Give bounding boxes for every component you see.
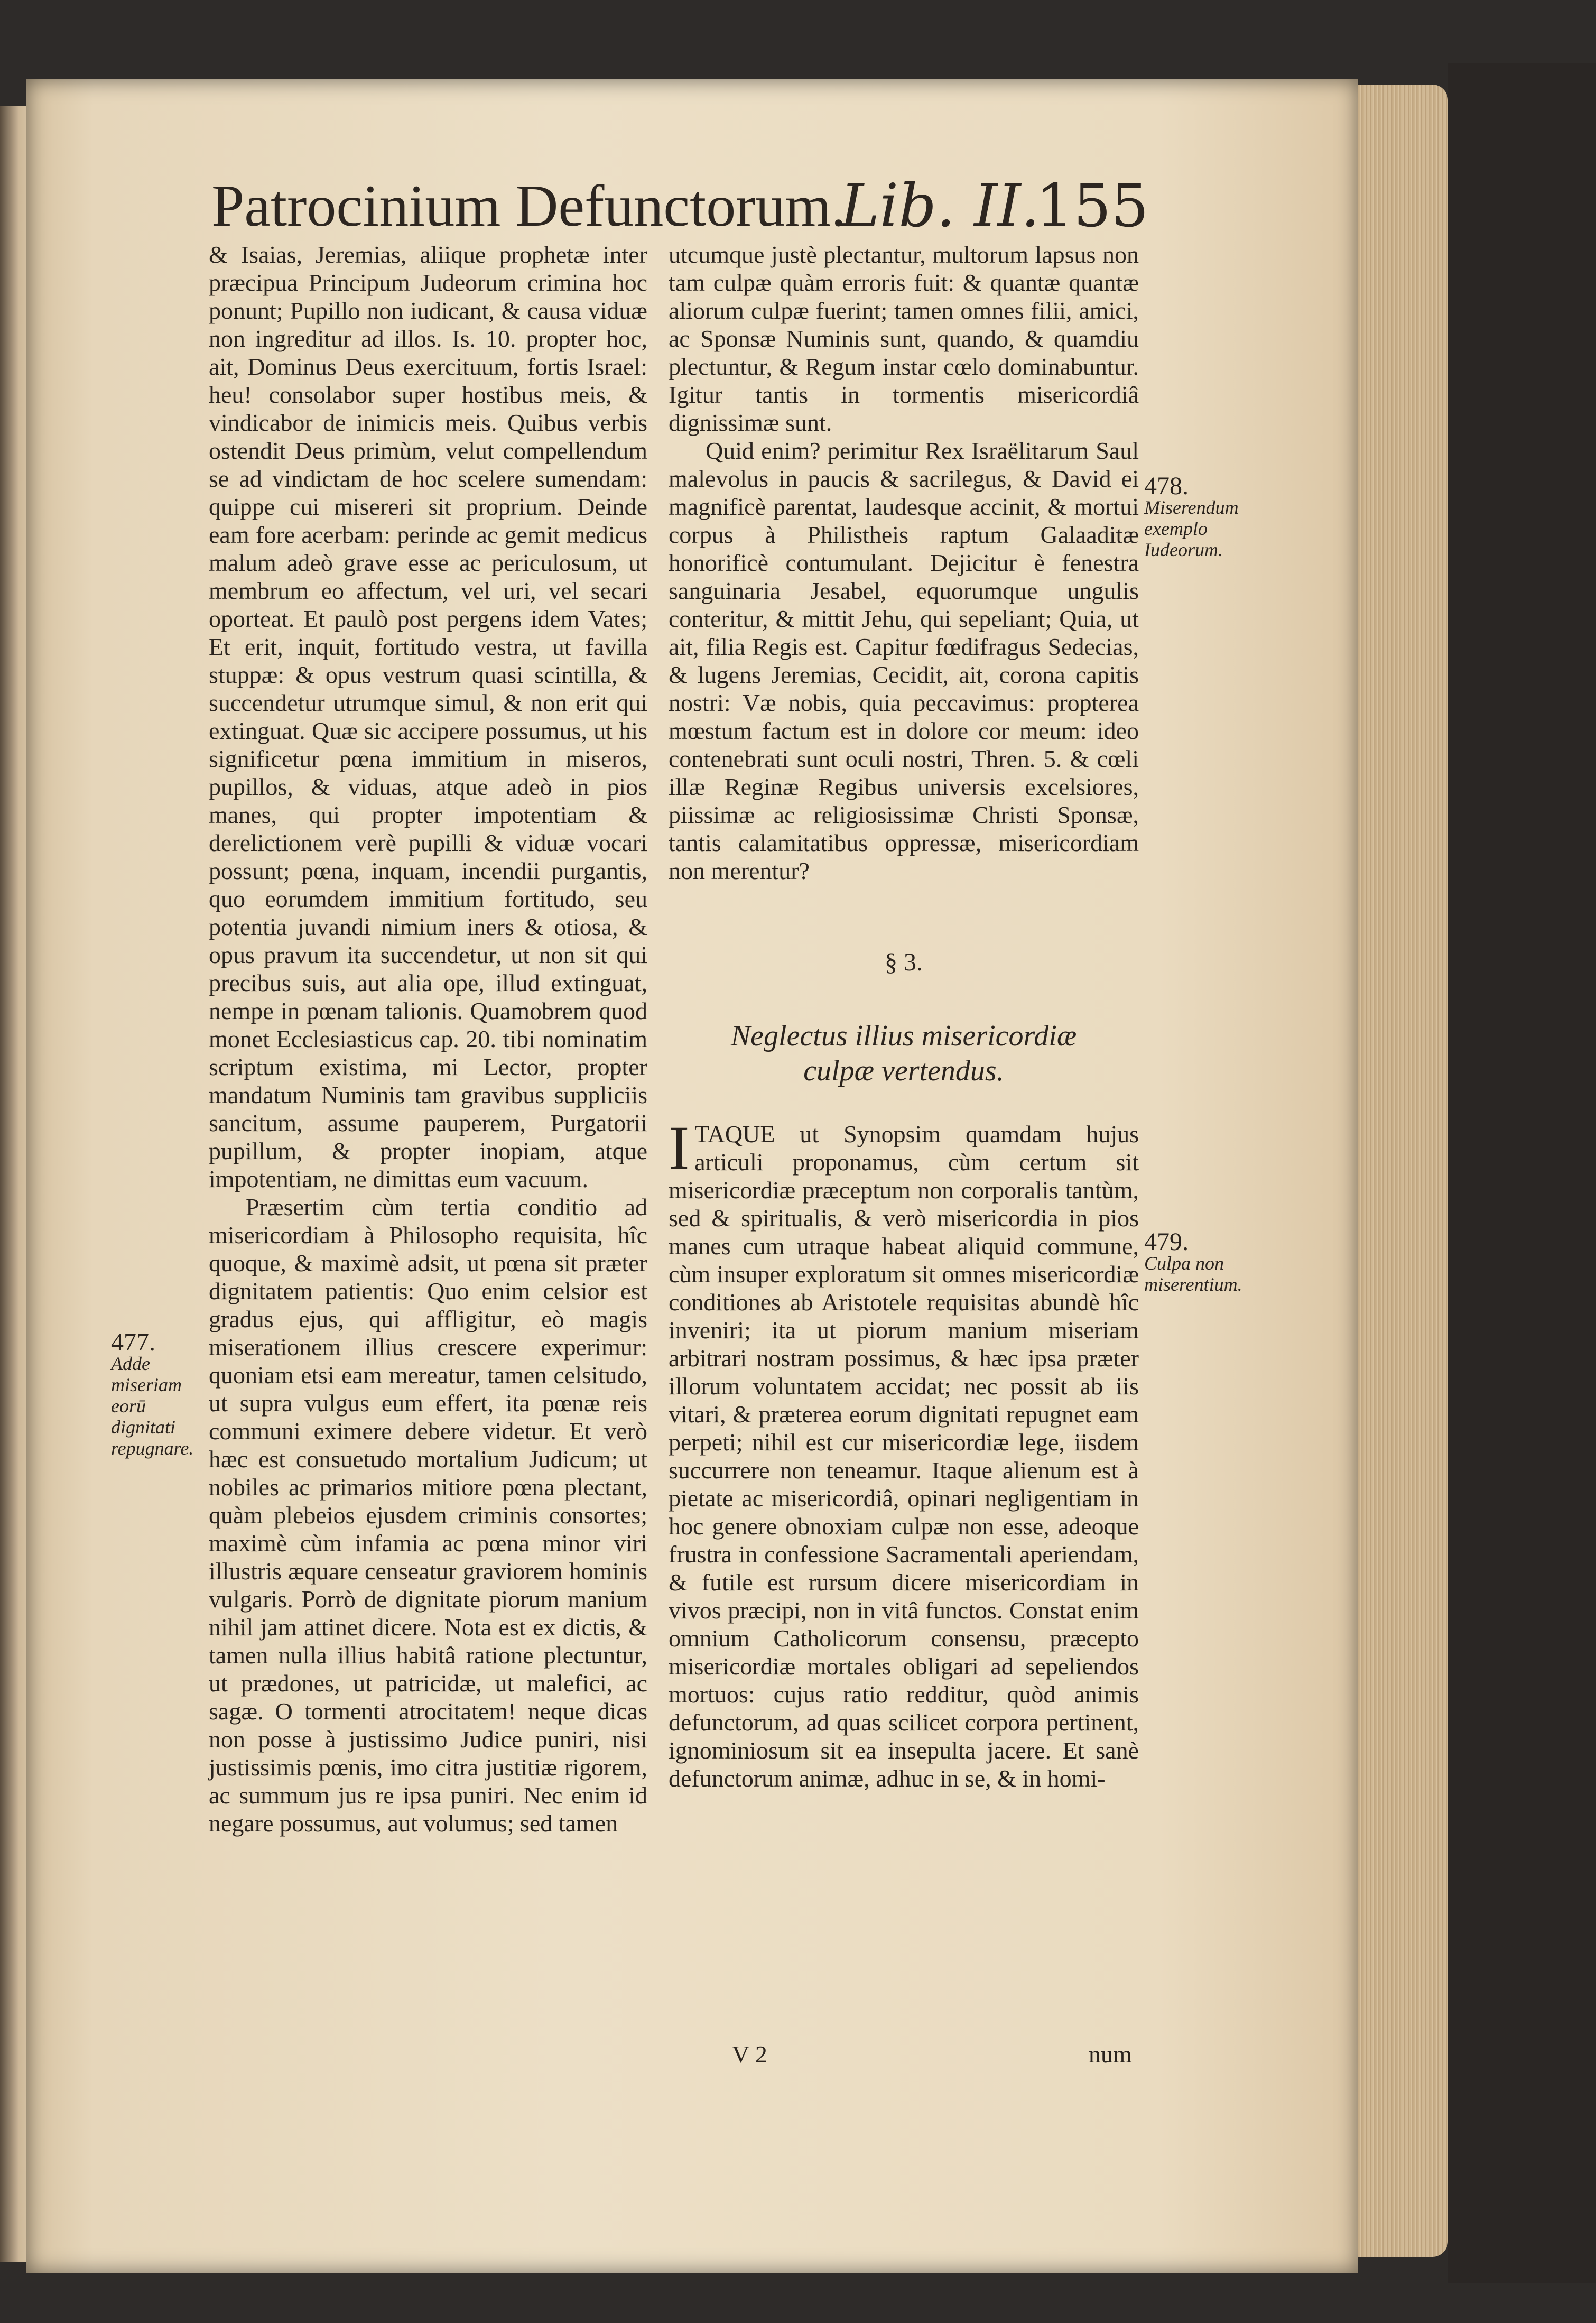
margin-note-478: [1144, 472, 1239, 560]
right-shadow: [1448, 63, 1596, 2283]
margin-note-479: [1144, 1228, 1242, 1295]
drop-capital: I: [669, 1113, 690, 1182]
margin-note-477: [111, 1328, 203, 1459]
section-mark: § 3.: [885, 948, 923, 976]
book-number: Lib. II.: [840, 172, 1040, 240]
margin-number-478: 478.: [1144, 472, 1189, 500]
right-paragraph-3: [669, 1113, 1139, 1792]
signature-mark: V 2: [732, 2041, 767, 2068]
right-paragraph-3-text: TAQUE ut Synopsim quamdam hujus articuli proponamus, cùm certum sit misericordiæ præceptum non corporalis tantùm, sed & spiritualis, & verò misericordia in pios manes cum utraque habeat aliquid commune, cùm insuper exploratum sit omnes misericordiæ conditiones ab Aristotele requisitas abundè hîc inveniri; ita ut piorum manium miseriam arbitrari nostram possimus, & hæc ipsa præter illorum voluntatem accidat; nec possit ab iis vitari, & præterea eorum dignitati repugnet eam perpeti; nihil est cur misericordiæ lege, iisdem succurrere non teneamur. Itaque alienum est à pietate ac misericordiâ, opinari negligentiam in hoc genere obnoxiam culpæ non esse, adeoque frustra in confessione Sacramentali aperiendam, & futile est rursum dicere misericordiam in vivos præcipi, non in vitâ functos. Constat enim omnium Catholicorum consensu, præcepto misericordiæ mortales obligari ad sepeliendos mortuos: cujus ratio redditur, quòd animis defunctorum, ad quas scilicet corpora pertinent, ignominiosum sit ea insepulta jacere. Et sanè defunctorum animæ, adhuc in se, & in homi-: [669, 1121, 1139, 1792]
right-paragraph-1: utcumque justè plectantur, multorum lapsus non tam culpæ quàm erroris fuit: & quantæ quantæ aliorum culpæ fuerint; tamen omnes filii, amici, ac Sponsæ Numinis sunt, quando, & quamdiu plectuntur, & Regum instar cœlo dominabuntur. Igitur tantis in tormentis misericordiâ dignissimæ sunt.: [669, 241, 1139, 436]
running-title: Patrocinium Defunctorum.: [211, 173, 846, 239]
page-edges: [1342, 85, 1448, 2257]
margin-text-477: Adde miseriam eorū dignitati repugnare.: [111, 1353, 194, 1459]
catchword: num: [1089, 2041, 1132, 2068]
section-title-line-2: culpæ vertendus.: [803, 1054, 1004, 1087]
section-title: [669, 1019, 1139, 1088]
left-paragraph-2: Præsertim cùm tertia conditio ad misericordiam à Philosopho requisita, hîc quoque, & maximè adsit, ut pœna sit præter dignitatem patientis: Quo enim celsior est gradus ejus, qui affligitur, eò magis miserationem illius crescere experimur: quoniam etsi eam mereatur, tamen celsitudo, ut supra vulgus eum effert, ita pœnæ reis communi eximere debere videtur. Et verò hæc est consuetudo mortalium Judicum; ut nobiles ac primarios mitiore pœna plectant, quàm plebeios ejusdem criminis consortes; maximè cùm infamia ac pœna minor viri illustris æquare censeatur graviorem hominis vulgaris. Porrò de dignitate piorum manium nihil jam attinet dicere. Nota est ex dictis, & tamen nulla illius habitâ ratione plectuntur, ut prædones, ut patricidæ, ut malefici, ac sagæ. O tormenti atrocitatem! neque dicas non posse à justissimo Judice puniri, nisi justissimis pœnis, imo citra justitiæ rigorem, ac summum jus re ipsa puniri. Nec enim id negare possumus, aut volumus; sed tamen: [209, 1193, 647, 1837]
margin-text-478: Miserendum exemplo Iudeorum.: [1144, 497, 1239, 560]
running-header: [211, 169, 1149, 243]
page-number: 155: [1036, 172, 1149, 240]
left-column: [209, 240, 647, 1837]
right-column: [669, 240, 1139, 1792]
margin-text-479: Culpa non miserentium.: [1144, 1253, 1242, 1295]
left-paragraph-1: & Isaias, Jeremias, aliique prophetæ inter præcipua Principum Judeorum crimina hoc ponunt; Pupillo non iudicant, & causa viduæ non ingreditur ad illos. Is. 10. propter hoc, ait, Dominus Deus exercituum, fortis Israel: heu! consolabor super hostibus meis, & vindicabor de inimicis meis. Quibus verbis ostendit Deus primùm, velut compellendum se ad vindictam de hoc scelere sumendam: quippe cui misereri sit proprium. Deinde eam fore acerbam: perinde ac gemit medicus malum adeò grave esse ac periculosum, ut membrum eo affectum, vel uri, vel secari oporteat. Et paulò post pergens idem Vates; Et erit, inquit, fortitudo vestra, ut favilla stuppæ: & opus vestrum quasi scintilla, & succendetur utrumque simul, & non erit qui extinguat. Quæ sic accipere possumus, ut his significetur pœna immitium in miseros, pupillos, & viduas, atque adeò in pios manes, qui propter impotentiam & derelictionem verè pupilli & viduæ vocari possunt; pœna, inquam, incendii purgantis, quo eorumdem immitium fortitudo, seu potentia juvandi nimium iners & otiosa, & opus pravum ita succendetur, ut non sit qui precibus suis, aut alia ope, illud extinguat, nempe in pœnam talionis. Quamobrem quod monet Ecclesiasticus cap. 20. tibi nominatim scriptum existima, mi Lector, propter mandatum Numinis tam gravibus suppliciis sancitum, assume pauperem, Purgatorii pupillum, & propter inopiam, atque impotentiam, ne dimittas eum vacuum.: [209, 241, 647, 1192]
section-title-line-1: Neglectus illius misericordiæ: [730, 1020, 1077, 1052]
margin-number-477: 477.: [111, 1328, 155, 1356]
margin-number-479: 479.: [1144, 1228, 1189, 1256]
right-paragraph-2: Quid enim? perimitur Rex Israëlitarum Saul malevolus in paucis & sacrilegus, & David ei magnificè parentat, laudesque accinit, & mortui corpus à Philistheis raptum Galaaditæ honorificè contumulant. Dejicitur è fenestra sanguinaria Jesabel, equorumque ungulis conteritur, & mittit Jehu, qui sepeliant; Quia, ut ait, filia Regis est. Capitur fœdifragus Sedecias, & lugens Jeremias, Cecidit, ait, corona capitis nostri: Væ nobis, quia peccavimus: propterea mœstum factum est in dolore cor meum: ideo contenebrati sunt oculi nostri, Thren. 5. & cœli illæ Reginæ Regibus universis excelsiores, piissimæ ac religiosissimæ Christi Sponsæ, tantis calamitatibus oppressæ, misericordiam non merentur?: [669, 437, 1139, 884]
